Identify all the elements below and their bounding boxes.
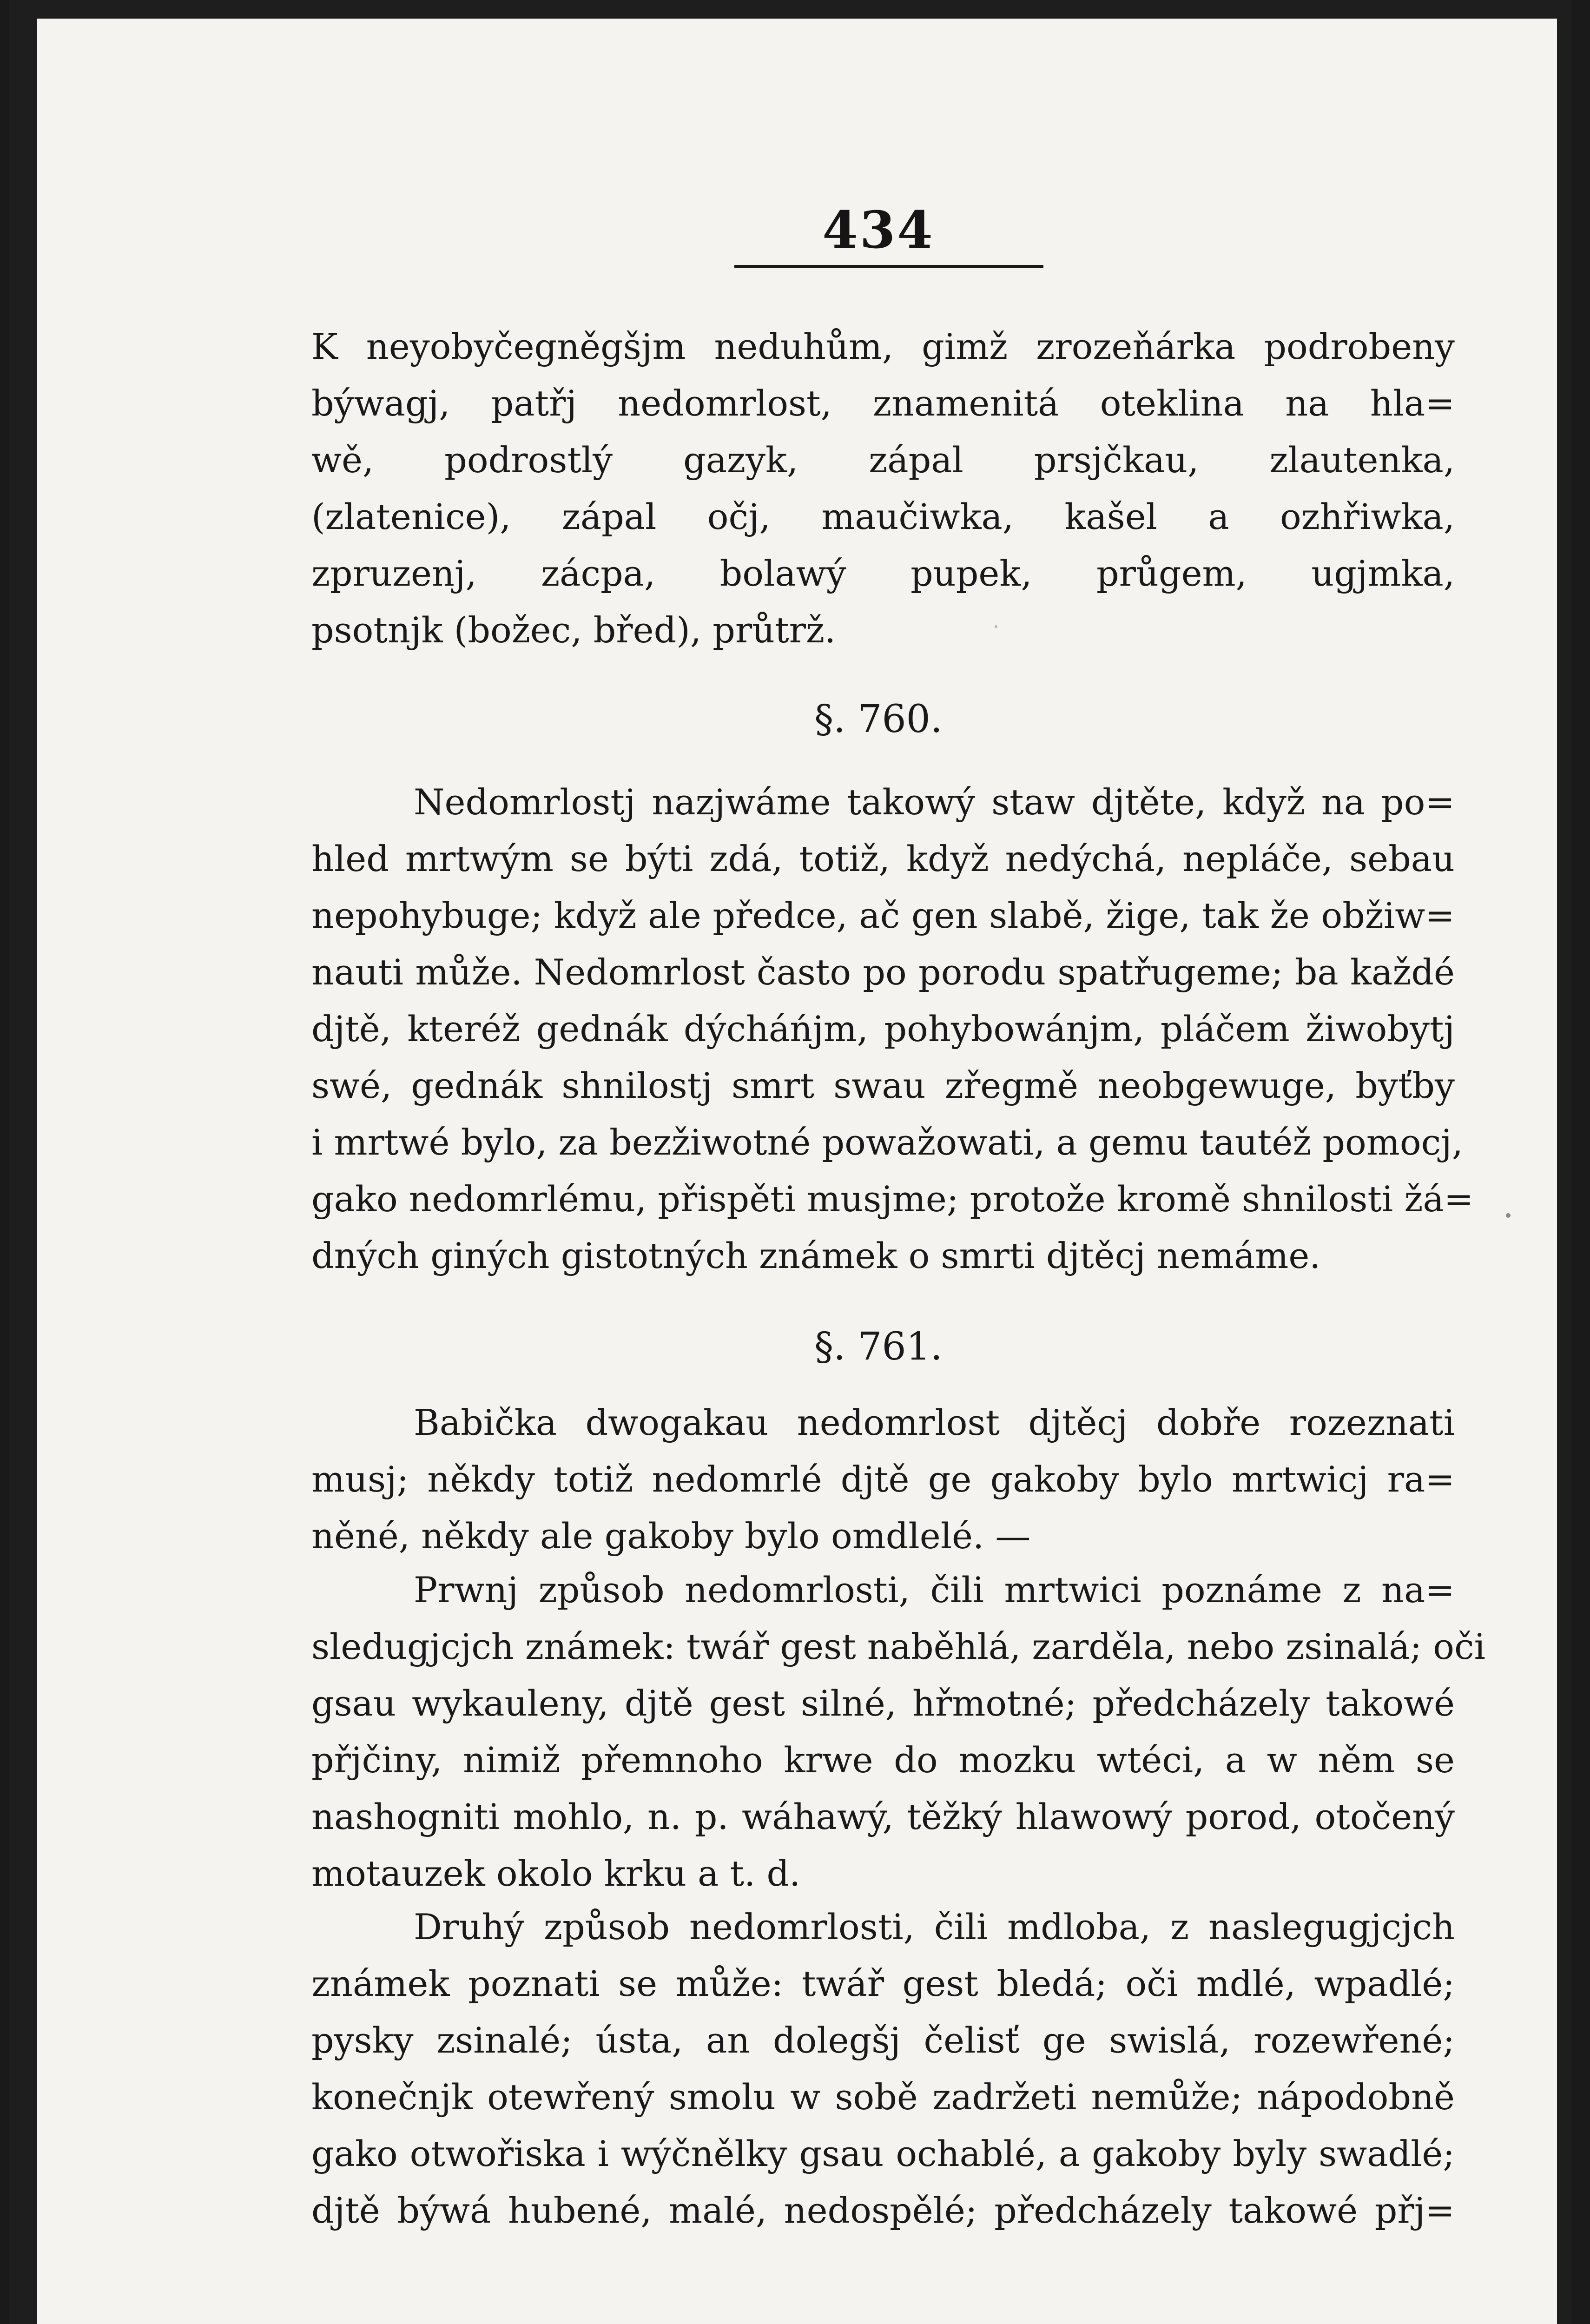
text-line: sledugjcjch známek: twář gest naběhlá, zarděla, nebo zsinalá; oči xyxy=(311,1626,1485,1667)
section-heading-761: §. 761. xyxy=(814,1325,943,1369)
section-heading-760: §. 760. xyxy=(814,697,943,741)
text-line: K neyobyčegněgšjm neduhům, gimž zrozeňárka podrobeny xyxy=(311,326,1455,367)
text-line: gako otwořiska i wýčnělky gsau ochablé, a gakoby byly swadlé; xyxy=(311,2133,1455,2174)
text-line: nashogniti mohlo, n. p. wáhawý, těžký hlawowý porod, otočený xyxy=(311,1796,1455,1837)
text-line: djtě, kteréž gednák dýcháńjm, pohybowánjm, pláčem žiwobytj xyxy=(311,1008,1455,1050)
text-line: známek poznati se může: twář gest bledá; oči mdlé, wpadlé; xyxy=(311,1963,1455,2004)
text-line: Nedomrlostj nazjwáme takowý staw djtěte, když na po= xyxy=(414,781,1455,823)
header-rule xyxy=(734,265,1043,268)
text-line: Druhý způsob nedomrlosti, čili mdloba, z naslegugjcjch xyxy=(414,1906,1455,1948)
paragraph-760 xyxy=(311,774,1474,1284)
paragraph-761-a xyxy=(311,1394,1455,1565)
paragraph-761-b xyxy=(311,1562,1485,1902)
text-line: konečnjk otewřený smolu w sobě zadržeti nemůže; nápodobně xyxy=(311,2076,1455,2118)
text-line: pysky zsinalé; ústa, an dolegšj čelisť ge swislá, rozewřené; xyxy=(311,2020,1455,2061)
text-line: zpruzenj, zácpa, bolawý pupek, průgem, ugjmka, xyxy=(311,553,1455,594)
text-line: hled mrtwým se býti zdá, totiž, když nedýchá, nepláče, sebau xyxy=(311,838,1455,879)
text-line: nepohybuge; když ale předce, ač gen slabě, žige, tak že obžiw= xyxy=(311,895,1455,936)
book-page xyxy=(37,19,1557,2324)
text-line: něné, někdy ale gakoby bylo omdlelé. — xyxy=(311,1515,1031,1557)
print-speck xyxy=(1506,1213,1511,1218)
text-line: Babička dwogakau nedomrlost djtěcj dobře rozeznati xyxy=(414,1402,1455,1443)
text-line: přjčiny, nimiž přemnoho krwe do mozku wtéci, a w něm se xyxy=(311,1739,1455,1781)
text-line: swé, gednák shnilostj smrt swau zřegmě neobgewuge, byťby xyxy=(311,1065,1455,1106)
paragraph-intro xyxy=(311,318,1455,659)
page-number: 434 xyxy=(822,200,935,260)
scan-frame xyxy=(9,0,1571,2324)
print-speck xyxy=(995,625,997,628)
text-line: musj; někdy totiž nedomrlé djtě ge gakoby bylo mrtwicj ra= xyxy=(311,1459,1455,1500)
text-line: dných giných gistotných známek o smrti djtěcj nemáme. xyxy=(311,1235,1321,1276)
text-line: psotnjk (božec, břed), průtrž. xyxy=(311,609,836,651)
text-line: i mrtwé bylo, za bezžiwotné powažowati, a gemu tautéž pomocj, xyxy=(311,1122,1463,1163)
text-line: motauzek okolo krku a t. d. xyxy=(311,1853,801,1894)
text-line: djtě býwá hubené, malé, nedospělé; předcházely takowé přj= xyxy=(311,2190,1455,2231)
text-line: Prwnj způsob nedomrlosti, čili mrtwici poznáme z na= xyxy=(414,1569,1455,1611)
text-line: býwagj, patřj nedomrlost, znamenitá oteklina na hla= xyxy=(311,383,1455,424)
paragraph-761-c xyxy=(311,1899,1455,2239)
text-line: (zlatenice), zápal očj, maučiwka, kašel a ozhřiwka, xyxy=(311,496,1455,537)
text-line: nauti může. Nedomrlost často po porodu spatřugeme; ba každé xyxy=(311,951,1455,993)
text-line: wě, podrostlý gazyk, zápal prsjčkau, zlautenka, xyxy=(311,439,1455,481)
text-line: gako nedomrlému, přispěti musjme; protože kromě shnilosti žá= xyxy=(311,1178,1474,1220)
text-line: gsau wykauleny, djtě gest silné, hřmotné; předcházely takowé xyxy=(311,1683,1455,1724)
